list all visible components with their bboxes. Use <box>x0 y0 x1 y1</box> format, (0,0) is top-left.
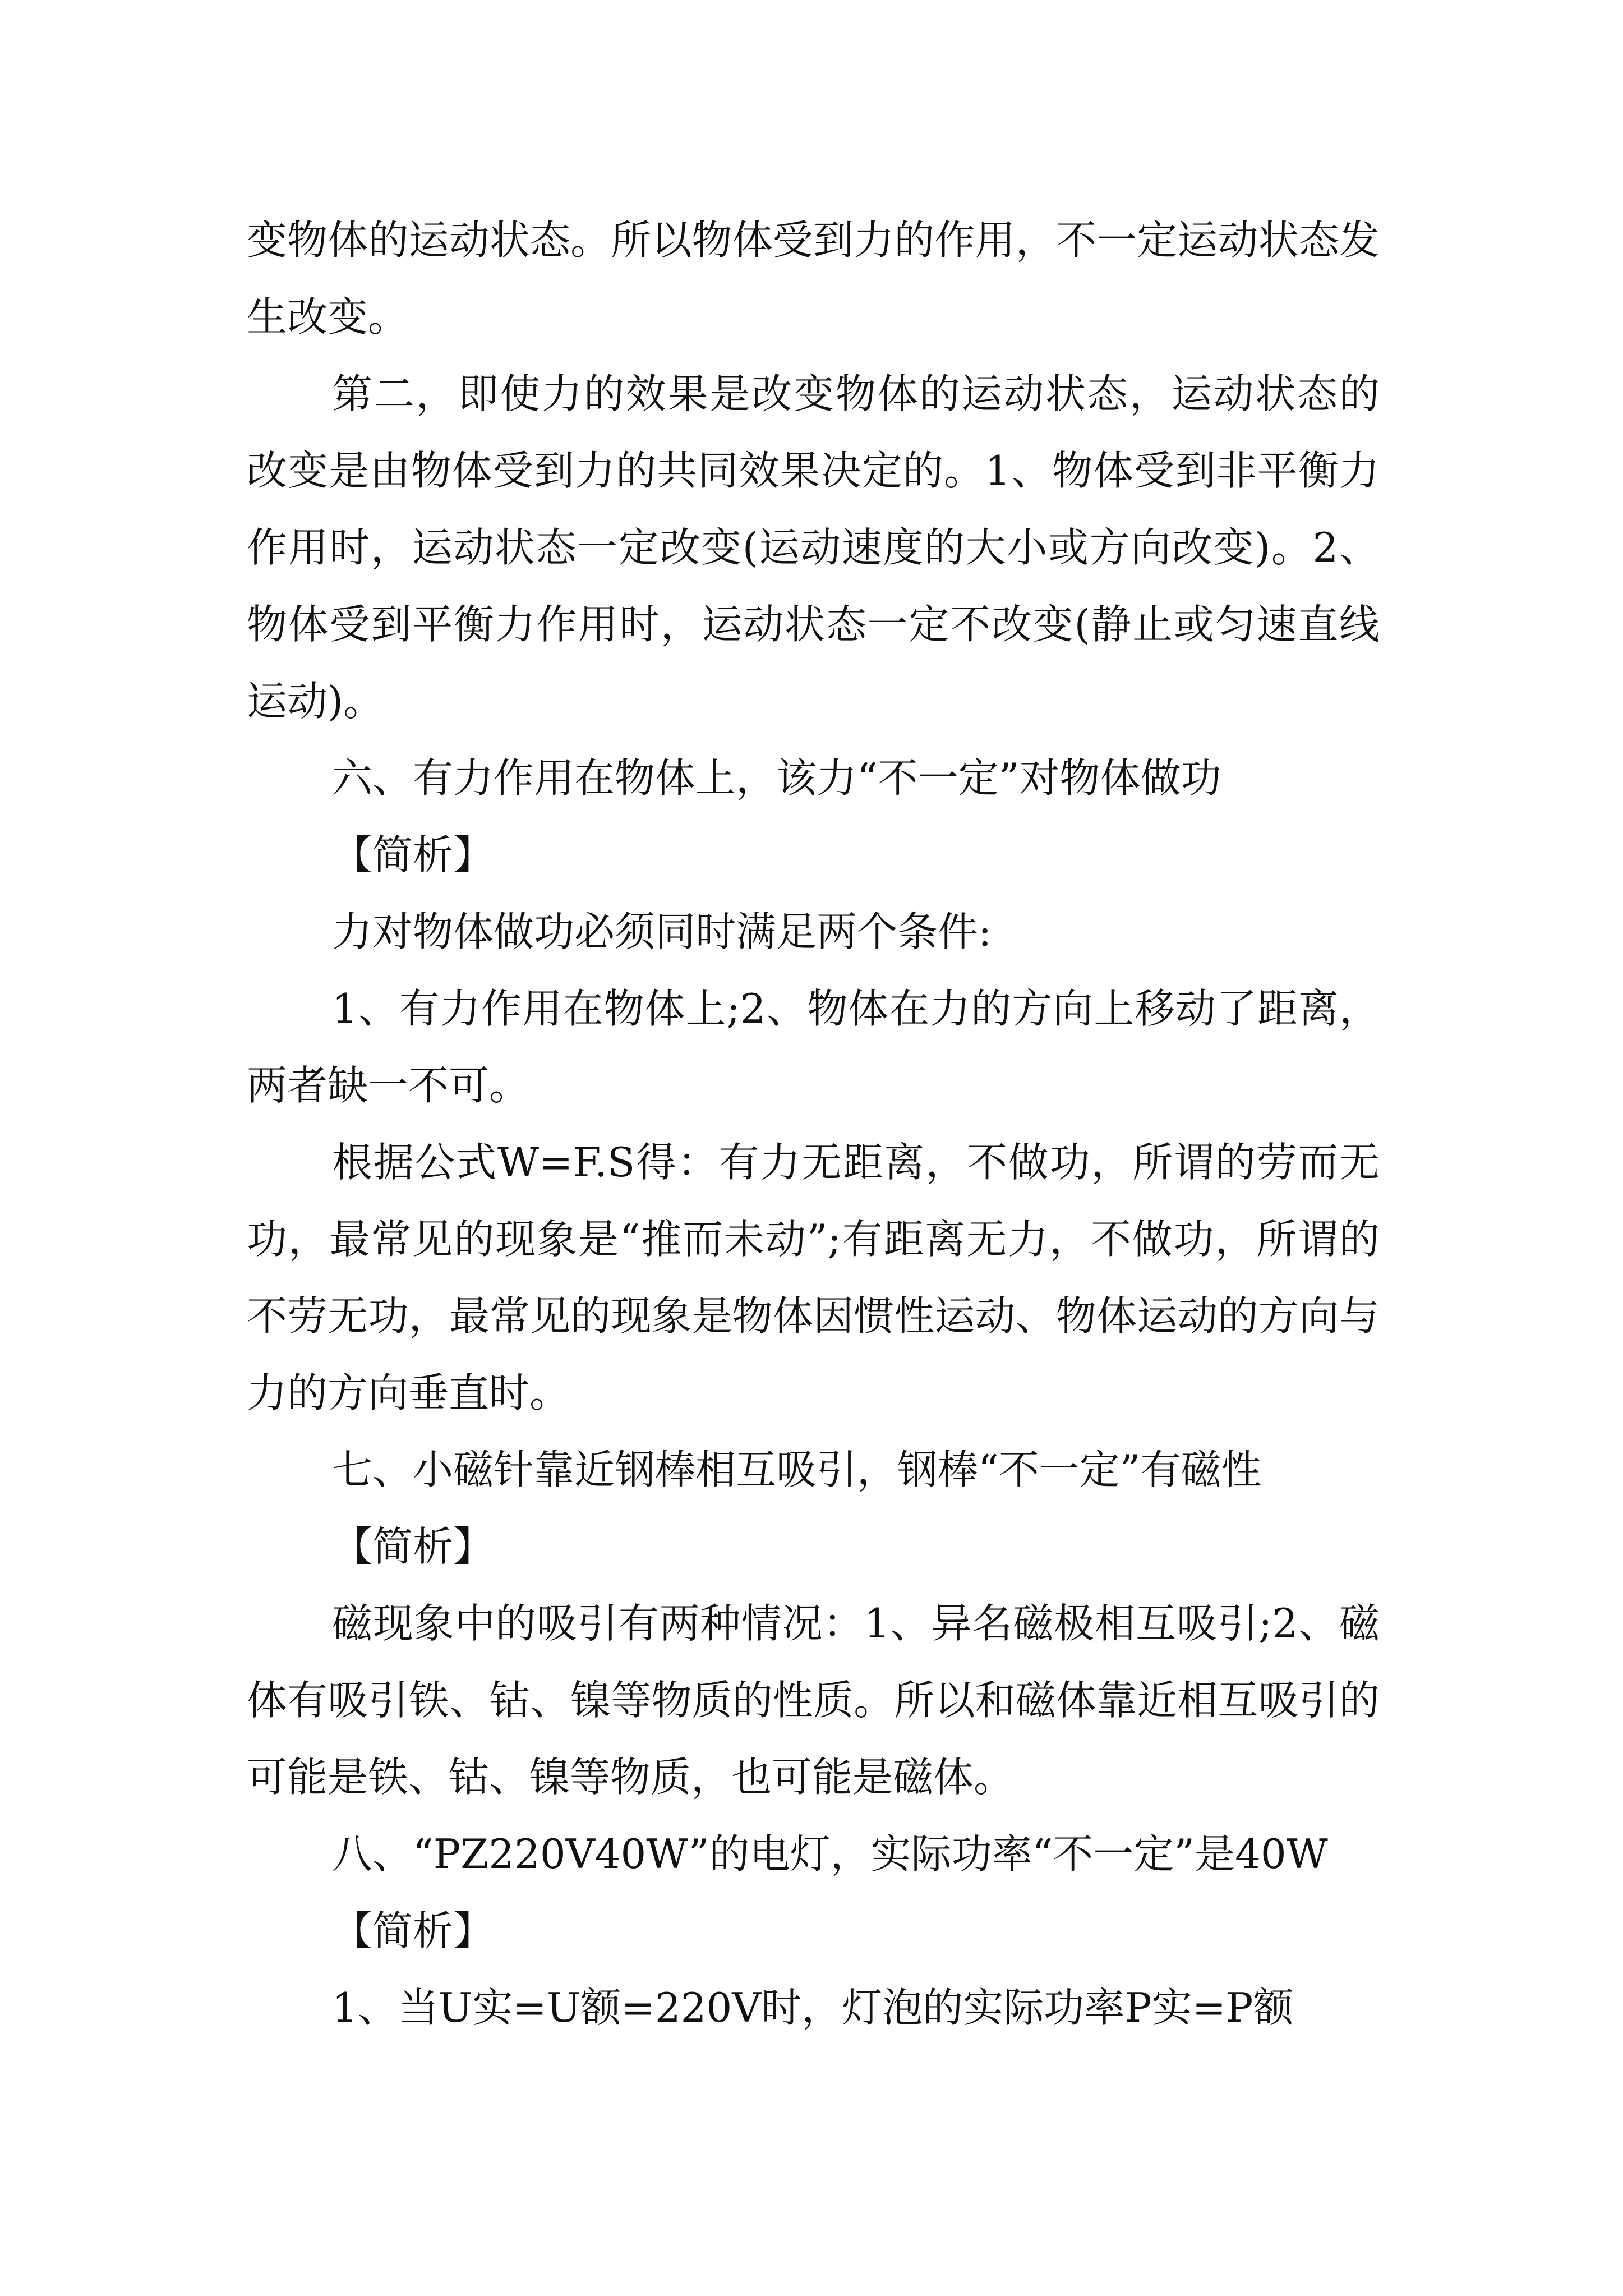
section-heading-8: 八、“PZ220V40W”的电灯，实际功率“不一定”是40W <box>332 1830 1328 1878</box>
paragraph-work-conditions-list: 1、有力作用在物体上;2、物体在力的方向上移动了距离，两者缺一不可。 <box>247 985 1380 1109</box>
analysis-label-6: 【简析】 <box>332 831 494 878</box>
section-heading-6: 六、有力作用在物体上，该力“不一定”对物体做功 <box>332 754 1221 802</box>
paragraph-1: 变物体的运动状态。所以物体受到力的作用，不一定运动状态发生改变。 <box>247 217 1380 341</box>
document-body <box>247 202 1380 2046</box>
section-heading-7: 七、小磁针靠近钢棒相互吸引，钢棒“不一定”有磁性 <box>332 1446 1262 1493</box>
paragraph-magnetism: 磁现象中的吸引有两种情况：1、异名磁极相互吸引;2、磁体有吸引铁、钴、镍等物质的性质。所以和磁体靠近相互吸引的可能是铁、钴、镍等物质，也可能是磁体。 <box>247 1600 1380 1801</box>
paragraph-2: 第二，即使力的效果是改变物体的运动状态，运动状态的改变是由物体受到力的共同效果决定的。1、物体受到非平衡力作用时，运动状态一定改变(运动速度的大小或方向改变)。2、物体受到平衡力作用时，运动状态一定不改变(静止或匀速直线运动)。 <box>247 370 1380 725</box>
analysis-label-7: 【简析】 <box>332 1523 494 1570</box>
analysis-label-8: 【简析】 <box>332 1907 494 1954</box>
paragraph-work-conditions: 力对物体做功必须同时满足两个条件: <box>332 908 992 955</box>
paragraph-lamp-power: 1、当U实=U额=220V时，灯泡的实际功率P实=P额 <box>332 1984 1294 2031</box>
paragraph-work-formula: 根据公式W=F.S得：有力无距离，不做功，所谓的劳而无功，最常见的现象是“推而未动”;有距离无力，不做功，所谓的不劳无功，最常见的现象是物体因惯性运动、物体运动的方向与力的方向垂直时。 <box>247 1139 1380 1416</box>
